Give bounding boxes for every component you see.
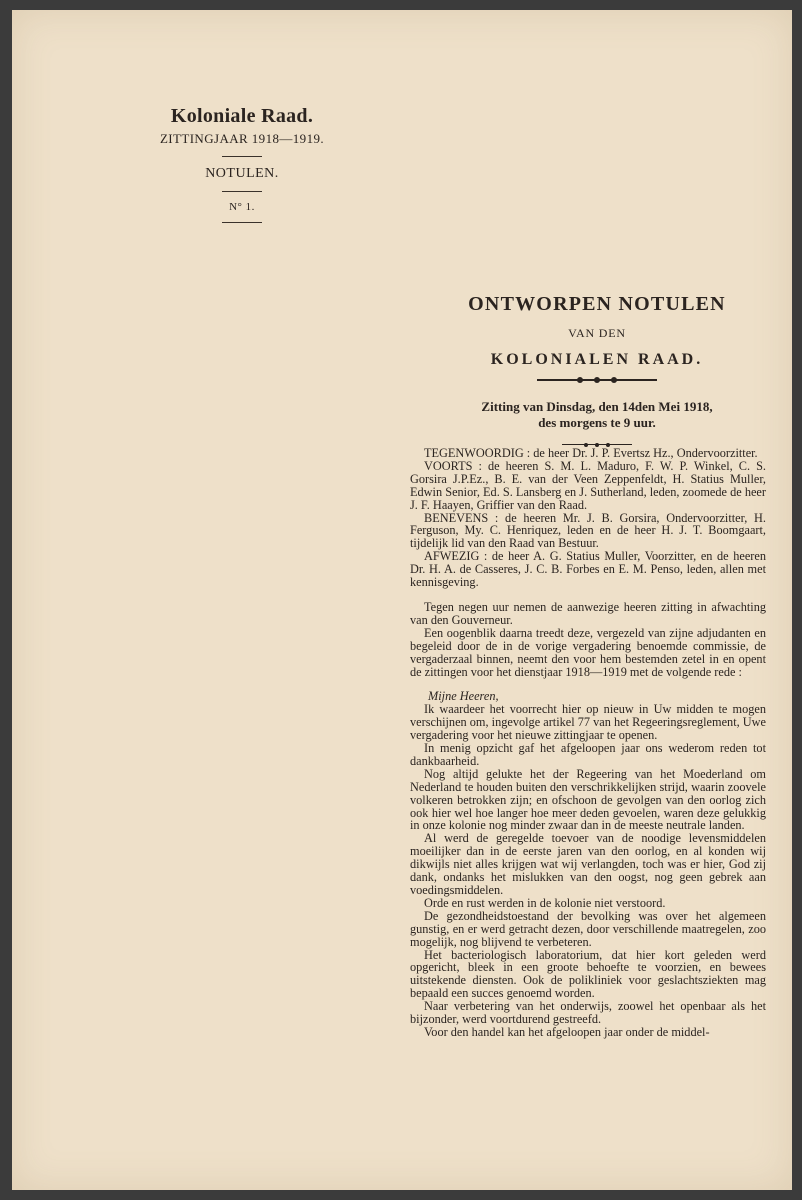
speech-paragraph: In menig opzicht gaf het afgeloopen jaar ons wederom reden tot dankbaarheid. (410, 741, 766, 768)
paragraph: Tegen negen uur nemen de aanwezige heeren zitting in afwachting van den Gouverneur. (410, 599, 766, 627)
section-label: NOTULEN. (205, 166, 279, 181)
speech-paragraph: Orde en rust werden in de kolonie niet verstoord. (424, 895, 666, 910)
document-number: N° 1. (229, 201, 255, 213)
speech-paragraph: De gezondheidstoestand der bevolking was over het algemeen gunstig, en er werd getracht dezen, door verschillende maatregelen, zoo mogelijk, nog blijvend te verbeteren. (410, 908, 766, 949)
sitting-date-line: Zitting van Dinsdag, den 14den Mei 1918, (481, 399, 713, 414)
ornament-rule (537, 377, 657, 383)
speech-paragraph: Ik waardeer het voorrecht hier op nieuw in Uw midden te mogen verschijnen om, ingevolge artikel 77 van het Regeeringsreglement, Uwe vergadering voor het nieuwe zittingjaar te openen. (410, 702, 766, 743)
attendance-absent: AFWEZIG : de heer A. G. Statius Muller, Voorzitter, en de heeren Dr. H. A. de Casseres, J. C. B. Forbes en E. M. Penso, leden, allen met kennisgeving. (410, 549, 766, 590)
sitting-time-line: des morgens te 9 uur. (538, 415, 656, 430)
divider (222, 222, 262, 223)
speech-paragraph: Het bacteriologisch laboratorium, dat hier kort geleden werd opgericht, bleek in een groote behoefte te voorzien, en bewees uitstekende diensten. Ook de polikliniek voor geslachtsziekten mag bepaald een succes genoemd worden. (410, 947, 766, 1001)
council-name: Koloniale Raad. (170, 105, 314, 127)
main-title: ONTWORPEN NOTULEN (468, 293, 726, 315)
speech-paragraph: Al werd de geregelde toevoer van de noodige levensmiddelen moeilijker dan in de eerste jaren van den oorlog, en al konden wij dikwijls niet alles krijgen wat wij verlangden, toch was er hier, God zij dank, ondanks het mislukken van den oogst, nog geen gebrek aan voedingsmiddelen. (410, 831, 766, 897)
speech-paragraph: Nog altijd gelukte het der Regeering van het Moederland om Nederland te houden buiten den verschrikkelijken strijd, waarin zoovele volkeren betrokken zijn; en ofschoon de gevolgen van den oorlog zich ook hier wel hoe langer hoe meer deden gevoelen, waren deze gelukkig in onze kolonie nog minder zwaar dan in de meeste neutrale landen. (410, 766, 766, 833)
attendance-members: VOORTS : de heeren S. M. L. Maduro, F. W. P. Winkel, C. S. Gorsira J.P.Ez., B. E. van der Veen Zeppenfeldt, H. Statius Muller, Edwin Senior, Ed. S. Lansberg en J. Sutherland, leden, zoomede de heer J. F. Haayen, Griffier van den Raad. (410, 458, 766, 512)
divider (222, 191, 262, 192)
title-council: KOLONIALEN RAAD. (490, 351, 704, 368)
speech-salutation: Mijne Heeren, (428, 689, 499, 704)
sitting-date (432, 399, 762, 431)
speech-paragraph: Voor den handel kan het afgeloopen jaar onder de middel- (424, 1024, 710, 1039)
attendance-also: BENEVENS : de heeren Mr. J. B. Gorsira, Ondervoorzitter, H. Ferguson, My. C. Henriquez, leden en de heer H. J. T. Boomgaart, tijdelijk lid van den Raad van Bestuur. (410, 510, 766, 551)
document-page (12, 10, 792, 1190)
attendance-present: TEGENWOORDIG : de heer Dr. J. P. Evertsz Hz., Ondervoorzitter. (424, 446, 758, 460)
document-header (142, 105, 342, 232)
title-block (432, 293, 762, 447)
divider (222, 156, 262, 157)
speech-paragraph: Naar verbetering van het onderwijs, zoowel het openbaar als het bijzonder, werd voortdurend gestreefd. (410, 999, 766, 1027)
title-connector: VAN DEN (568, 326, 626, 340)
paragraph: Een oogenblik daarna treedt deze, vergezeld van zijne adjudanten en begeleid door de in de vorige vergadering benoemde commissie, de vergaderzaal binnen, neemt den voor hem bestemden zetel in en opent de zittingen voor het dienstjaar 1918—1919 met de volgende rede : (410, 625, 766, 679)
session-year: ZITTINGJAAR 1918—1919. (159, 131, 325, 146)
minutes-body (410, 447, 766, 1039)
